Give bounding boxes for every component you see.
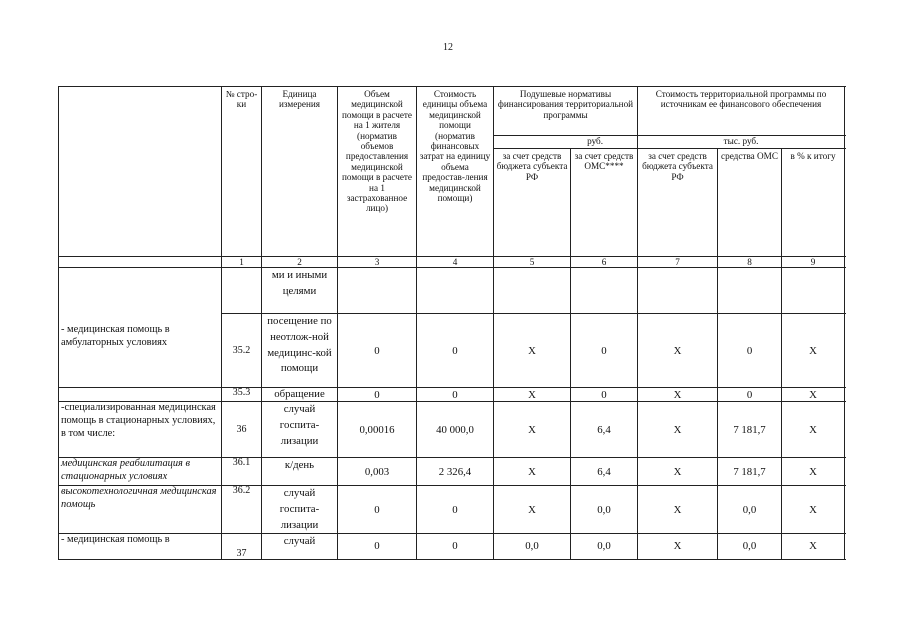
row-unit: ми и иными целями <box>262 268 338 314</box>
row-value: 2 326,4 <box>417 458 494 486</box>
row-value: 6,4 <box>571 458 638 486</box>
column-index: 4 <box>417 257 494 268</box>
column-index: 6 <box>571 257 638 268</box>
row-value: 0,0 <box>571 486 638 534</box>
row-name: - медицинская помощь в амбулаторных условиях <box>59 268 222 388</box>
row-value: 0 <box>338 486 417 534</box>
row-value: X <box>638 314 718 388</box>
table-row <box>59 534 845 560</box>
header-row-number: № стро-ки <box>222 87 262 257</box>
row-value <box>571 268 638 314</box>
index-empty <box>59 257 222 268</box>
row-value: X <box>782 534 845 560</box>
row-value: 0,0 <box>718 486 782 534</box>
row-unit: случай госпита-лизации <box>262 486 338 534</box>
row-number: 35.2 <box>222 314 262 388</box>
row-value: 0,0 <box>494 534 571 560</box>
row-number: 37 <box>222 534 262 560</box>
row-name: высокотехнологичная медицинская помощь <box>59 486 222 534</box>
header-program-cost-group: Стоимость территориальной программы по источникам ее финансового обеспечения <box>638 87 845 136</box>
row-value: X <box>638 534 718 560</box>
column-index: 3 <box>338 257 417 268</box>
row-value <box>338 268 417 314</box>
row-unit: посещение по неотлож-ной медицинс-кой помощи <box>262 314 338 388</box>
row-value: 6,4 <box>571 402 638 458</box>
row-value <box>782 268 845 314</box>
header-unit-cost: Стоимость единицы объема медицинской помощи (норматив финансовых затрат на единицу объема предостав-ления медицинской помощи) <box>417 87 494 257</box>
row-name: - медицинская помощь в <box>59 534 222 560</box>
row-value: 0 <box>417 486 494 534</box>
row-value: 0,0 <box>718 534 782 560</box>
column-index: 1 <box>222 257 262 268</box>
row-name: -специализированная медицинская помощь в стационарных условиях, в том числе: <box>59 402 222 458</box>
row-value: 0 <box>417 534 494 560</box>
header-per-capita-group: Подушевые нормативы финансирования территориальной программы <box>494 87 638 136</box>
column-index: 9 <box>782 257 845 268</box>
row-value: 0 <box>338 534 417 560</box>
row-value <box>494 268 571 314</box>
row-value: 40 000,0 <box>417 402 494 458</box>
header-col5: за счет средств бюджета субъекта РФ <box>494 149 571 257</box>
table-row <box>59 388 845 402</box>
row-value: X <box>782 314 845 388</box>
row-value: X <box>494 402 571 458</box>
column-index: 8 <box>718 257 782 268</box>
row-number: 36.1 <box>222 458 262 486</box>
row-value: 0 <box>417 388 494 402</box>
row-unit: случай госпита-лизации <box>262 402 338 458</box>
column-index: 2 <box>262 257 338 268</box>
row-value: X <box>782 486 845 534</box>
header-col7: за счет средств бюджета субъекта РФ <box>638 149 718 257</box>
row-value: X <box>782 388 845 402</box>
row-unit: случай <box>262 534 338 560</box>
row-value: 0,003 <box>338 458 417 486</box>
row-value: X <box>638 486 718 534</box>
row-value: 0 <box>571 388 638 402</box>
row-number <box>222 268 262 314</box>
header-col6: за счет средств ОМС**** <box>571 149 638 257</box>
row-value: X <box>494 388 571 402</box>
row-value: 7 181,7 <box>718 458 782 486</box>
row-value: X <box>638 402 718 458</box>
row-number: 36.2 <box>222 486 262 534</box>
row-value: 0,0 <box>571 534 638 560</box>
row-value: X <box>494 314 571 388</box>
row-value: X <box>638 388 718 402</box>
row-value: 0 <box>338 388 417 402</box>
row-value: X <box>782 458 845 486</box>
row-value: 0 <box>571 314 638 388</box>
table-row <box>59 458 845 486</box>
row-value <box>718 268 782 314</box>
page-number: 12 <box>443 42 453 53</box>
row-number: 36 <box>222 402 262 458</box>
row-unit: обращение <box>262 388 338 402</box>
header-unit: Единица измерения <box>262 87 338 257</box>
program-cost-table <box>58 86 845 560</box>
header-col9: в % к итогу <box>782 149 845 257</box>
column-index: 5 <box>494 257 571 268</box>
header-unit-rub: руб. <box>494 136 638 149</box>
column-index-row <box>59 257 845 268</box>
row-value: 0 <box>718 388 782 402</box>
row-number: 35.3 <box>222 388 262 402</box>
row-value <box>417 268 494 314</box>
header-col8: средства ОМС <box>718 149 782 257</box>
row-value: 0 <box>338 314 417 388</box>
table-row <box>59 268 845 314</box>
row-value: 7 181,7 <box>718 402 782 458</box>
row-unit: к/день <box>262 458 338 486</box>
table-row <box>59 402 845 458</box>
header-empty-cell <box>59 87 222 257</box>
row-name <box>59 388 222 402</box>
row-value: X <box>494 458 571 486</box>
row-value: 0,00016 <box>338 402 417 458</box>
table-row <box>59 486 845 534</box>
row-value: 0 <box>417 314 494 388</box>
row-value: X <box>782 402 845 458</box>
column-index: 7 <box>638 257 718 268</box>
row-value: X <box>638 458 718 486</box>
row-value: 0 <box>718 314 782 388</box>
header-unit-thousand-rub: тыс. руб. <box>638 136 845 149</box>
row-name: медицинская реабилитация в стационарных условиях <box>59 458 222 486</box>
row-value: X <box>494 486 571 534</box>
header-volume: Объем медицинской помощи в расчете на 1 жителя (норматив объемов предоставления медицинской помощи в расчете на 1 застрахованное лицо) <box>338 87 417 257</box>
row-value <box>638 268 718 314</box>
